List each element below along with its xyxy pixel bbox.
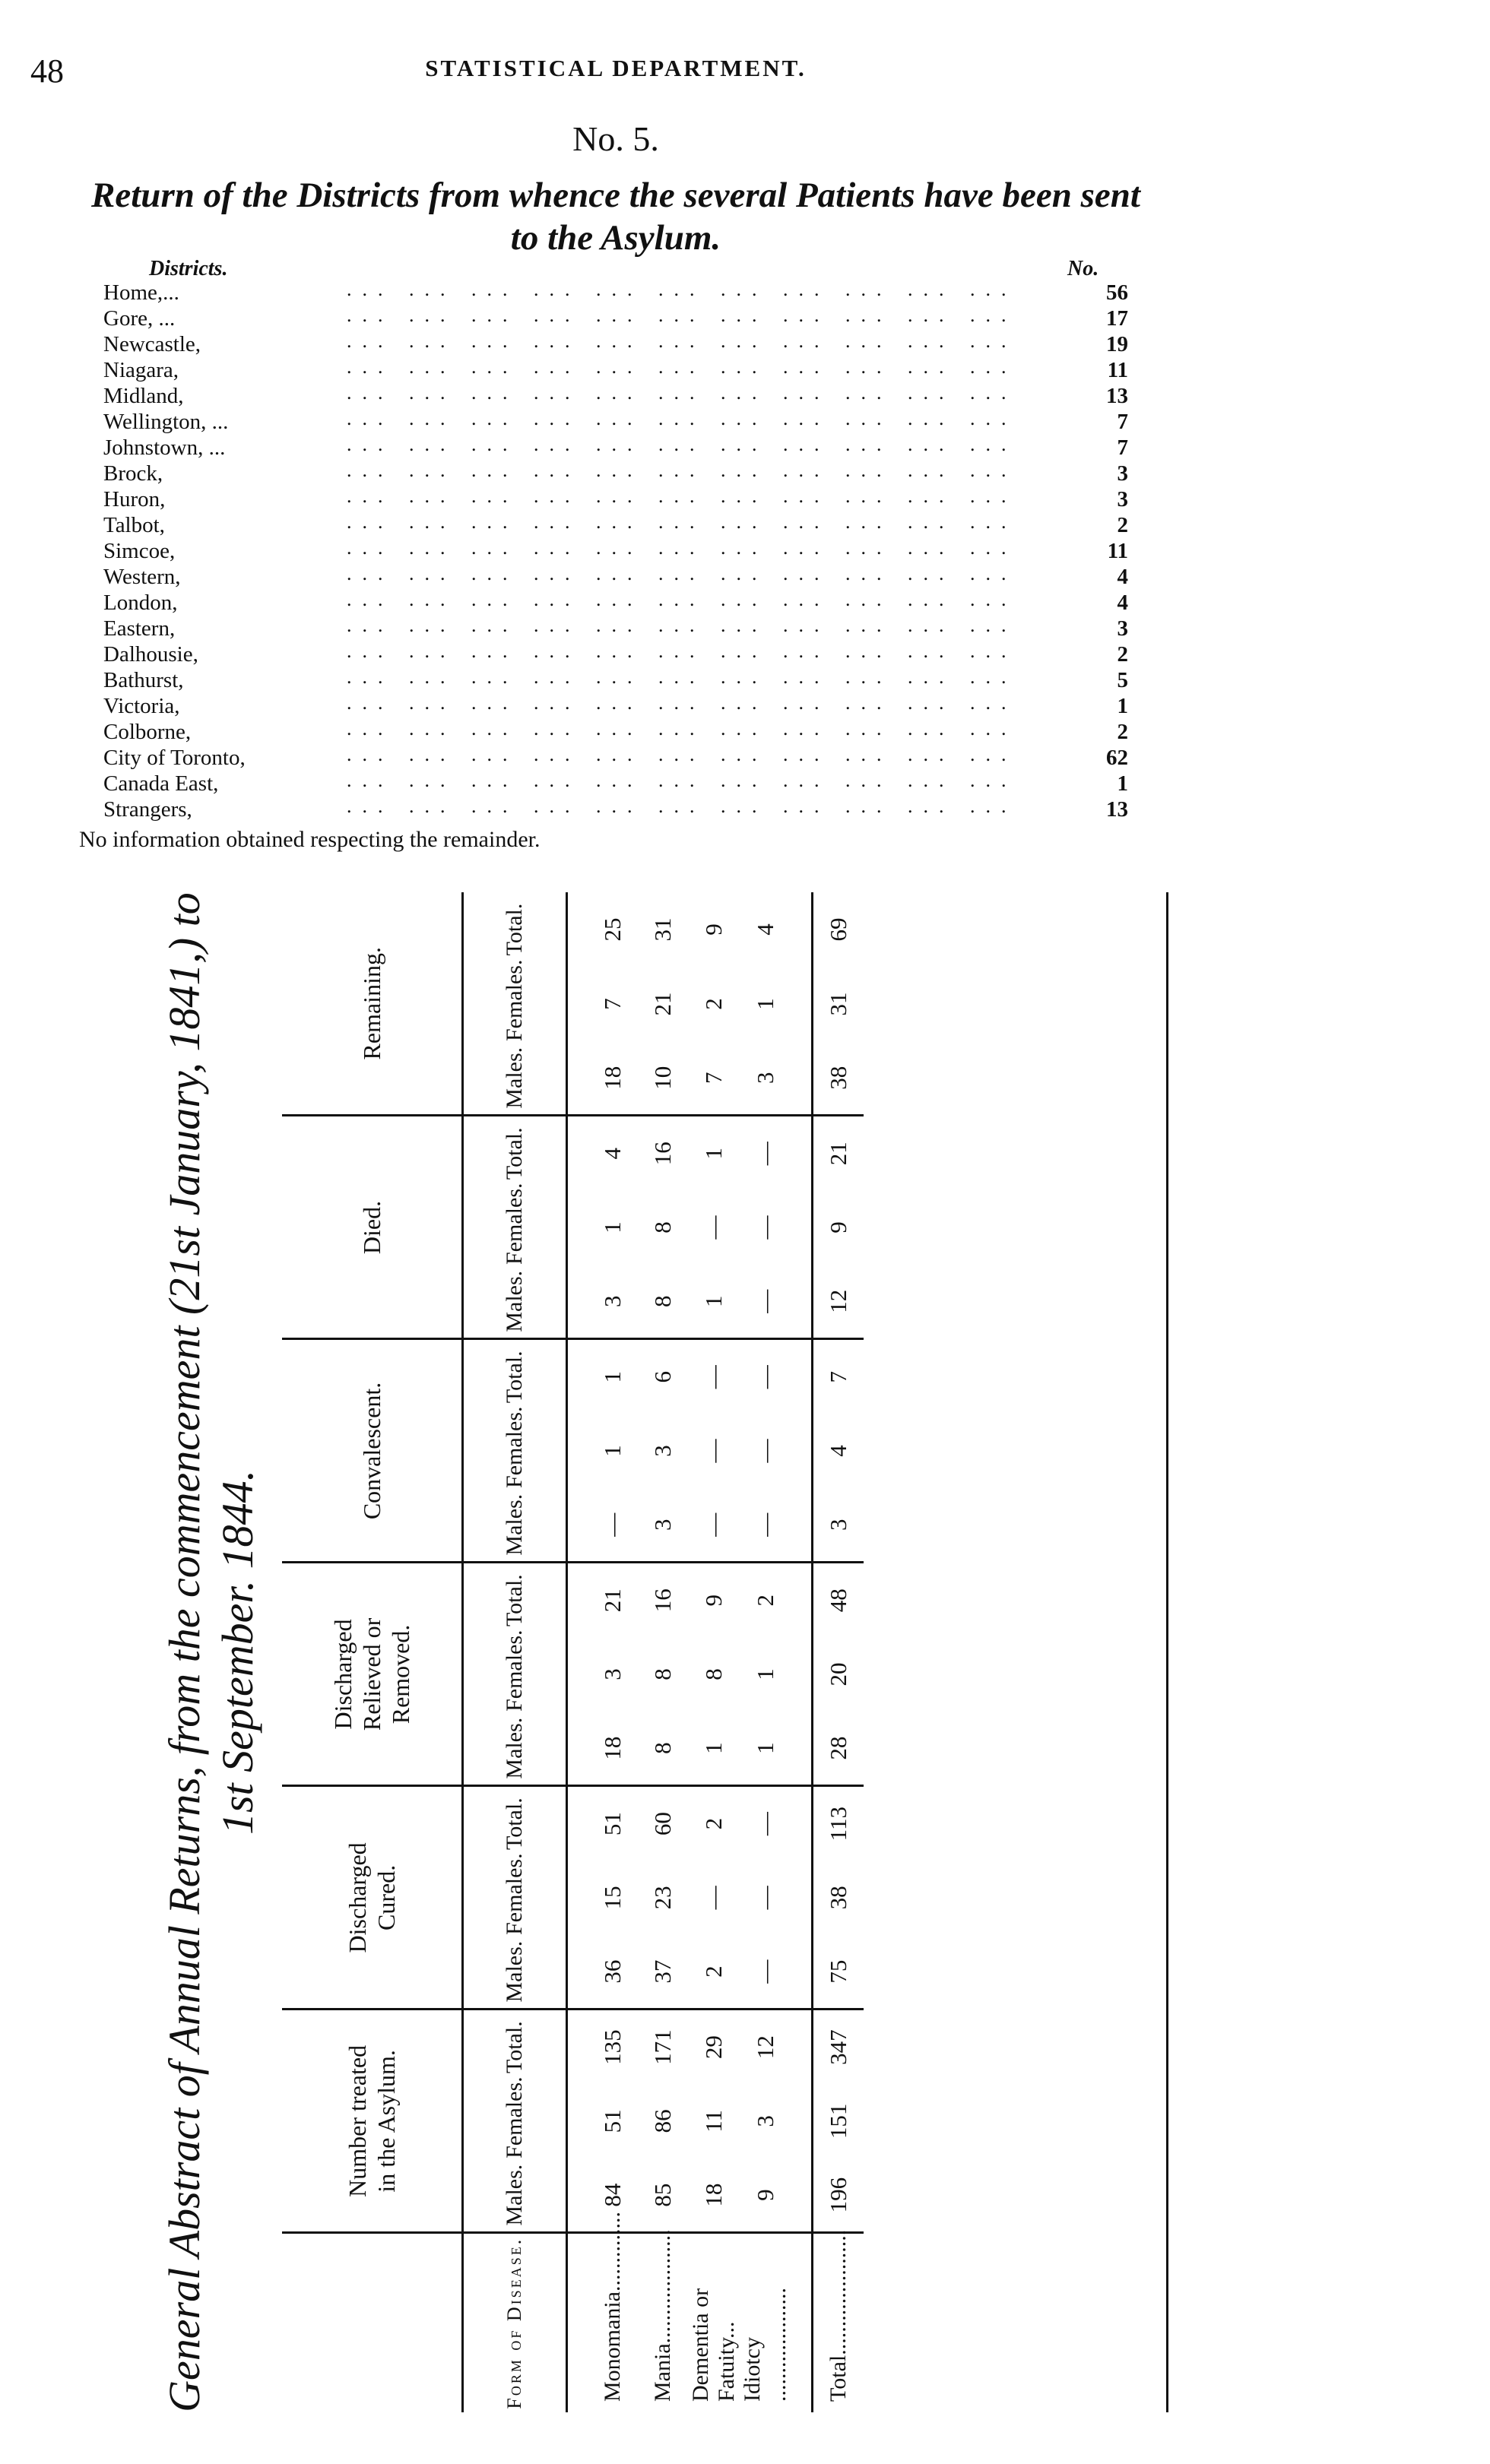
count-cell: 3 <box>588 1265 638 1339</box>
spacer-cell <box>791 1265 813 1339</box>
district-row <box>103 382 1128 409</box>
district-count: 3 <box>1117 487 1128 511</box>
group-header: Convalescent. <box>282 1339 463 1563</box>
district-name: Niagara, <box>103 358 179 382</box>
count-cell: 135 <box>599 2029 626 2065</box>
spacer-cell <box>567 1935 588 2010</box>
sub-header: Males. <box>463 1935 567 2010</box>
sub-header: Males. <box>463 1712 567 1786</box>
group-header: Remaining. <box>282 892 463 1116</box>
count-cell: 2 <box>700 1817 727 1830</box>
disease-row <box>638 892 688 2412</box>
total-label: Total...................... <box>813 2233 864 2412</box>
count-cell: 10 <box>638 1041 688 1116</box>
return-title-line-1: Return of the Districts from whence the several Patients have been sent <box>91 176 1140 215</box>
district-count: 4 <box>1117 565 1128 589</box>
spacer-cell <box>791 2010 813 2084</box>
total-cell: 31 <box>813 967 864 1041</box>
dot-leaders: ... ... ... ... ... ... ... ... ... ... ... <box>347 588 1017 610</box>
district-row <box>103 304 1128 331</box>
sub-header: Total. <box>463 2010 567 2084</box>
sub-header: Males. <box>463 1041 567 1116</box>
count-cell: 9 <box>740 2158 791 2233</box>
count-cell: 1 <box>599 1370 626 1383</box>
district-name: City of Toronto, <box>103 746 246 770</box>
count-cell: 11 <box>700 2109 727 2133</box>
district-count: 2 <box>1117 642 1128 667</box>
districts-column-header: Districts. <box>149 257 228 280</box>
count-cell: — <box>752 1439 778 1463</box>
dot-leaders: ... ... ... ... ... ... ... ... ... ... ... <box>347 511 1017 533</box>
spacer-cell <box>567 2158 588 2233</box>
district-count: 11 <box>1107 358 1128 382</box>
count-cell: 7 <box>688 1041 740 1116</box>
count-cell: 21 <box>599 1588 626 1613</box>
spacer-cell <box>567 1786 588 1861</box>
dot-leaders: ... ... ... ... ... ... ... ... ... ... ... <box>347 278 1017 300</box>
dot-leaders: ... ... ... ... ... ... ... ... ... ... ... <box>347 562 1017 584</box>
district-name: Bathurst, <box>103 668 184 692</box>
count-cell: 51 <box>599 2109 626 2133</box>
district-row <box>103 692 1128 719</box>
spacer-cell <box>791 892 813 967</box>
sub-header: Females. <box>463 967 567 1041</box>
dot-leaders: ... ... ... ... ... ... ... ... ... ... ... <box>347 407 1017 429</box>
dot-leaders: ... ... ... ... ... ... ... ... ... ... ... <box>347 795 1017 817</box>
abstract-grid <box>282 892 864 2412</box>
district-count: 1 <box>1117 694 1128 718</box>
count-cell: 8 <box>649 1221 676 1234</box>
count-cell: — <box>752 1812 778 1836</box>
district-row <box>103 743 1128 771</box>
group-header: Died. <box>282 1116 463 1339</box>
dot-leaders: ... ... ... ... ... ... ... ... ... ... ... <box>347 459 1017 481</box>
count-cell: 3 <box>752 2115 778 2127</box>
spacer-cell <box>567 1637 588 1712</box>
count-cell: 29 <box>700 2035 727 2060</box>
count-cell: 8 <box>638 1712 688 1786</box>
count-cell: — <box>752 1142 778 1166</box>
district-name: Home,... <box>103 280 179 305</box>
district-name: Wellington, ... <box>103 410 229 434</box>
count-cell: — <box>752 1886 778 1910</box>
count-cell: 15 <box>599 1886 626 1910</box>
count-cell: 2 <box>752 1594 778 1607</box>
count-cell: 1 <box>688 1265 740 1339</box>
spacer-cell <box>567 1041 588 1116</box>
count-cell: 36 <box>588 1935 638 2010</box>
count-cell: 1 <box>752 1668 778 1680</box>
district-count: 13 <box>1106 797 1128 822</box>
spacer-cell <box>567 1190 588 1265</box>
count-cell: 21 <box>649 992 676 1016</box>
dot-leaders: ... ... ... ... ... ... ... ... ... ... ... <box>347 640 1017 662</box>
district-row <box>103 330 1128 357</box>
dot-leaders: ... ... ... ... ... ... ... ... ... ... ... <box>347 743 1017 765</box>
spacer-cell <box>567 1488 588 1563</box>
group-header: Discharged Relieved or Removed. <box>282 1563 463 1786</box>
count-cell: — <box>740 1935 791 2010</box>
district-count: 19 <box>1106 332 1128 356</box>
count-cell: 171 <box>649 2029 676 2065</box>
count-cell: — <box>688 1488 740 1563</box>
sub-header: Total. <box>463 1116 567 1190</box>
spacer-cell <box>791 1190 813 1265</box>
sub-header: Total. <box>463 1339 567 1414</box>
district-count: 2 <box>1117 513 1128 537</box>
district-count: 17 <box>1106 306 1128 331</box>
district-row <box>103 485 1128 512</box>
count-cell: 16 <box>649 1588 676 1613</box>
spacer-cell <box>567 1861 588 1935</box>
district-row <box>103 769 1128 797</box>
district-row <box>103 459 1128 486</box>
total-cell: 7 <box>813 1339 864 1414</box>
disease-label: Dementia or Fatuity... <box>688 2288 739 2402</box>
count-cell: 25 <box>599 917 626 942</box>
total-cell: 113 <box>813 1786 864 1861</box>
sub-header: Females. <box>463 2084 567 2158</box>
count-cell: — <box>740 1265 791 1339</box>
form-of-disease-header: Form of Disease. <box>463 2233 567 2412</box>
abstract-title-line-2: 1st September. 1844. <box>213 1469 262 1835</box>
spacer-cell <box>791 2233 813 2412</box>
spacer-cell <box>567 1414 588 1488</box>
disease-label: Monomania.............. <box>600 2212 625 2402</box>
district-count: 11 <box>1107 539 1128 563</box>
spacer-cell <box>567 1563 588 1637</box>
spacer-cell <box>791 967 813 1041</box>
no-information-note: No information obtained respecting the remainder. <box>79 827 541 852</box>
spacer-cell <box>791 1637 813 1712</box>
sub-header: Females. <box>463 1190 567 1265</box>
count-cell: 60 <box>649 1812 676 1836</box>
total-cell: 347 <box>813 2010 864 2084</box>
sub-header: Males. <box>463 2158 567 2233</box>
count-cell: 3 <box>649 1445 676 1457</box>
spacer-cell <box>791 1861 813 1935</box>
total-cell: 20 <box>813 1637 864 1712</box>
dot-leaders: ... ... ... ... ... ... ... ... ... ... ... <box>347 614 1017 636</box>
count-cell: 9 <box>700 1594 727 1607</box>
count-cell: 7 <box>599 998 626 1010</box>
dot-leaders: ... ... ... ... ... ... ... ... ... ... ... <box>347 692 1017 714</box>
district-row <box>103 562 1128 590</box>
dot-leaders: ... ... ... ... ... ... ... ... ... ... ... <box>347 769 1017 791</box>
dot-leaders: ... ... ... ... ... ... ... ... ... ... ... <box>347 356 1017 378</box>
spacer-cell <box>567 967 588 1041</box>
total-cell: 69 <box>813 892 864 967</box>
count-cell: 2 <box>688 1935 740 2010</box>
total-cell: 38 <box>813 1861 864 1935</box>
count-cell: 18 <box>588 1712 638 1786</box>
count-cell: 85 <box>638 2158 688 2233</box>
district-count: 5 <box>1117 668 1128 692</box>
total-row <box>813 892 864 2412</box>
count-cell: 1 <box>700 1148 727 1160</box>
count-cell: 1 <box>688 1712 740 1786</box>
total-cell: 48 <box>813 1563 864 1637</box>
dot-leaders: ... ... ... ... ... ... ... ... ... ... ... <box>347 330 1017 352</box>
district-row <box>103 278 1128 306</box>
general-abstract <box>158 892 1055 2412</box>
district-name: Strangers, <box>103 797 192 822</box>
count-cell: — <box>752 1365 778 1389</box>
spacer-cell <box>791 1935 813 2010</box>
spacer-cell <box>567 892 588 967</box>
spacer-cell <box>791 1786 813 1861</box>
abstract-title-line-1: General Abstract of Annual Returns, from the commencement (21st January, 1841,) to <box>160 892 209 2412</box>
count-cell: 3 <box>740 1041 791 1116</box>
district-name: Newcastle, <box>103 332 201 356</box>
disease-row <box>588 892 638 2412</box>
count-cell: 8 <box>700 1668 727 1680</box>
districts-list <box>103 278 1128 822</box>
count-cell: 3 <box>599 1668 626 1680</box>
district-name: Eastern, <box>103 616 176 641</box>
total-cell: 38 <box>813 1041 864 1116</box>
count-cell: 84 <box>588 2158 638 2233</box>
count-cell: — <box>700 1886 727 1910</box>
count-cell: — <box>752 1215 778 1240</box>
district-name: Canada East, <box>103 771 219 796</box>
count-cell: 4 <box>599 1148 626 1160</box>
spacer-cell <box>567 1339 588 1414</box>
table-number: No. 5. <box>572 119 659 158</box>
district-count: 3 <box>1117 616 1128 641</box>
spacer-cell <box>791 1563 813 1637</box>
district-row <box>103 511 1128 538</box>
spacer-cell <box>567 1265 588 1339</box>
total-cell: 21 <box>813 1116 864 1190</box>
disease-label: Mania.................... <box>650 2229 675 2402</box>
district-count: 1 <box>1117 771 1128 796</box>
dot-leaders: ... ... ... ... ... ... ... ... ... ... ... <box>347 433 1017 455</box>
district-name: Gore, ... <box>103 306 176 331</box>
dot-leaders: ... ... ... ... ... ... ... ... ... ... ... <box>347 717 1017 740</box>
dot-leaders: ... ... ... ... ... ... ... ... ... ... ... <box>347 382 1017 404</box>
district-row <box>103 717 1128 745</box>
district-count: 62 <box>1106 746 1128 770</box>
number-column-header: No. <box>1067 257 1099 280</box>
spacer-cell <box>791 1339 813 1414</box>
count-cell: 8 <box>649 1668 676 1680</box>
table-rule <box>1166 892 1168 2412</box>
spacer-cell <box>791 1712 813 1786</box>
total-cell: 4 <box>813 1414 864 1488</box>
total-cell: 28 <box>813 1712 864 1786</box>
count-cell: 6 <box>649 1370 676 1383</box>
disease-label: Idiotcy .................... <box>740 2288 791 2402</box>
district-name: Johnstown, ... <box>103 435 226 460</box>
sub-header: Males. <box>463 1265 567 1339</box>
district-count: 4 <box>1117 591 1128 615</box>
district-name: Western, <box>103 565 181 589</box>
district-row <box>103 666 1128 693</box>
district-name: Victoria, <box>103 694 180 718</box>
spacer-cell <box>791 1041 813 1116</box>
count-cell: 2 <box>700 998 727 1010</box>
sub-header: Total. <box>463 1786 567 1861</box>
district-row <box>103 795 1128 822</box>
district-row <box>103 356 1128 383</box>
spacer-cell <box>567 2010 588 2084</box>
return-title-line-2: to the Asylum. <box>510 218 721 258</box>
total-cell: 151 <box>813 2084 864 2158</box>
count-cell: 12 <box>752 2035 778 2060</box>
district-count: 13 <box>1106 384 1128 408</box>
district-name: Midland, <box>103 384 184 408</box>
count-cell: 18 <box>688 2158 740 2233</box>
count-cell: — <box>700 1365 727 1389</box>
district-name: Brock, <box>103 461 163 486</box>
count-cell: 9 <box>700 923 727 936</box>
sub-header: Females. <box>463 1861 567 1935</box>
sub-header: Total. <box>463 892 567 967</box>
total-cell: 75 <box>813 1935 864 2010</box>
spacer-cell <box>791 2158 813 2233</box>
spacer-cell <box>567 1712 588 1786</box>
sub-header: Females. <box>463 1637 567 1712</box>
district-row <box>103 588 1128 616</box>
district-row <box>103 407 1128 435</box>
district-row <box>103 537 1128 564</box>
count-cell: 51 <box>599 1812 626 1836</box>
dot-leaders: ... ... ... ... ... ... ... ... ... ... ... <box>347 666 1017 688</box>
count-cell: 1 <box>599 1445 626 1457</box>
count-cell: 23 <box>649 1886 676 1910</box>
count-cell: 86 <box>649 2109 676 2133</box>
count-cell: 31 <box>649 917 676 942</box>
district-count: 2 <box>1117 720 1128 744</box>
count-cell: 3 <box>638 1488 688 1563</box>
sub-header: Females. <box>463 1414 567 1488</box>
district-name: Dalhousie, <box>103 642 198 667</box>
abstract-table <box>282 892 1045 2412</box>
district-row <box>103 433 1128 461</box>
disease-row <box>740 892 791 2412</box>
spacer-cell <box>791 1488 813 1563</box>
district-count: 7 <box>1117 435 1128 460</box>
total-cell: 196 <box>813 2158 864 2233</box>
count-cell: 18 <box>588 1041 638 1116</box>
group-header: Number treated in the Asylum. <box>282 2010 463 2233</box>
district-count: 56 <box>1106 280 1128 305</box>
count-cell: — <box>588 1488 638 1563</box>
total-cell: 9 <box>813 1190 864 1265</box>
abstract-title <box>158 892 265 2412</box>
district-row <box>103 640 1128 667</box>
group-header: Discharged Cured. <box>282 1786 463 2010</box>
spacer-cell <box>567 2084 588 2158</box>
count-cell: 4 <box>752 923 778 936</box>
spacer-cell <box>791 2084 813 2158</box>
district-name: Simcoe, <box>103 539 176 563</box>
district-name: London, <box>103 591 178 615</box>
running-head: STATISTICAL DEPARTMENT. <box>425 55 807 81</box>
page-number: 48 <box>30 52 64 90</box>
count-cell: 1 <box>740 1712 791 1786</box>
dot-leaders: ... ... ... ... ... ... ... ... ... ... ... <box>347 537 1017 559</box>
count-cell: — <box>700 1439 727 1463</box>
count-cell: 37 <box>638 1935 688 2010</box>
count-cell: — <box>740 1488 791 1563</box>
spacer-cell <box>567 1116 588 1190</box>
count-cell: 1 <box>599 1221 626 1234</box>
total-cell: 3 <box>813 1488 864 1563</box>
district-name: Huron, <box>103 487 166 511</box>
sub-header: Males. <box>463 1488 567 1563</box>
count-cell: 8 <box>638 1265 688 1339</box>
dot-leaders: ... ... ... ... ... ... ... ... ... ... ... <box>347 304 1017 326</box>
sub-header: Total. <box>463 1563 567 1637</box>
district-name: Colborne, <box>103 720 192 744</box>
disease-row <box>688 892 740 2412</box>
spacer-cell <box>791 1414 813 1488</box>
district-count: 3 <box>1117 461 1128 486</box>
spacer-cell <box>791 1116 813 1190</box>
district-count: 7 <box>1117 410 1128 434</box>
district-name: Talbot, <box>103 513 165 537</box>
corner-cell <box>282 2233 463 2412</box>
dot-leaders: ... ... ... ... ... ... ... ... ... ... ... <box>347 485 1017 507</box>
total-cell: 12 <box>813 1265 864 1339</box>
spacer-cell <box>567 2233 588 2412</box>
count-cell: 16 <box>649 1142 676 1166</box>
district-row <box>103 614 1128 641</box>
count-cell: — <box>700 1215 727 1240</box>
count-cell: 1 <box>752 998 778 1010</box>
